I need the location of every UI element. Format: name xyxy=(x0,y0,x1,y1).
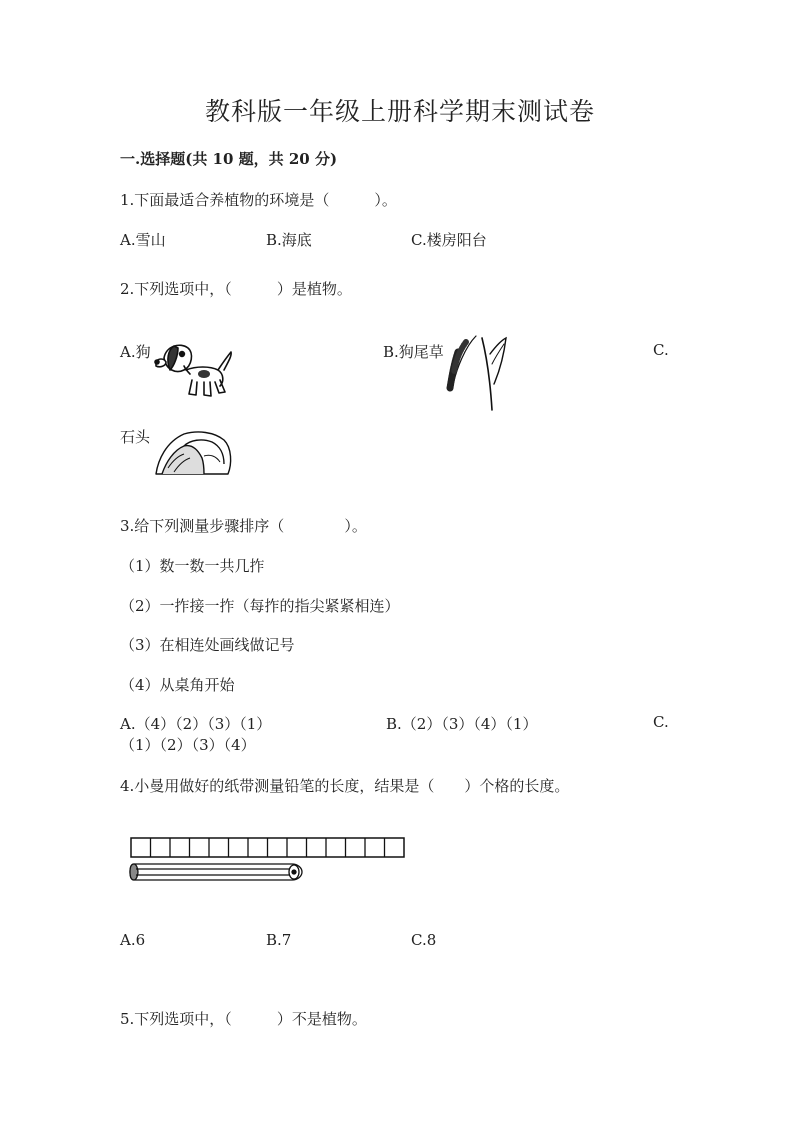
q2-option-a: A.狗 xyxy=(120,343,151,361)
q2-option-c-text: 石头 xyxy=(120,428,151,446)
pencil-image xyxy=(130,862,304,882)
q4-option-a: A.6 xyxy=(120,931,146,949)
rock-image xyxy=(154,428,234,478)
question-5: 5.下列选项中，（ ）不是植物。 xyxy=(120,1010,367,1028)
q2-option-c: C. xyxy=(653,341,669,359)
q1-option-b: B.海底 xyxy=(266,231,312,249)
q3-option-c-text: （1）（2）（3）（4） xyxy=(120,736,256,754)
question-4: 4.小曼用做好的纸带测量铅笔的长度，结果是（ ）个格的长度。 xyxy=(120,777,570,795)
q1-option-a: A.雪山 xyxy=(120,231,166,249)
q3-step-4: （4）从桌角开始 xyxy=(120,676,235,694)
q3-option-a: A.（4）（2）（3）（1） xyxy=(120,715,272,733)
question-1: 1.下面最适合养植物的环境是（ ）。 xyxy=(120,191,397,209)
q3-step-1: （1）数一数一共几拃 xyxy=(120,557,265,575)
question-3: 3.给下列测量步骤排序（ ）。 xyxy=(120,517,367,535)
q3-step-3: （3）在相连处画线做记号 xyxy=(120,636,295,654)
page-title: 教科版一年级上册科学期末测试卷 xyxy=(204,97,595,126)
question-2: 2.下列选项中，（ ）是植物。 xyxy=(120,280,352,298)
q3-option-b: B.（2）（3）（4）（1） xyxy=(386,715,538,733)
q1-option-c: C.楼房阳台 xyxy=(411,231,487,249)
foxtail-grass-image xyxy=(446,334,508,412)
q3-option-c: C. xyxy=(653,713,669,731)
dog-image xyxy=(152,336,234,400)
section-heading: 一.选择题(共 10 题，共 20 分) xyxy=(120,150,338,168)
q4-option-b: B.7 xyxy=(266,931,292,949)
q2-option-b: B.狗尾草 xyxy=(383,343,444,361)
q3-step-2: （2）一拃接一拃（每拃的指尖紧紧相连） xyxy=(120,597,400,615)
paper-strip-image xyxy=(130,837,406,859)
q4-option-c: C.8 xyxy=(411,931,437,949)
